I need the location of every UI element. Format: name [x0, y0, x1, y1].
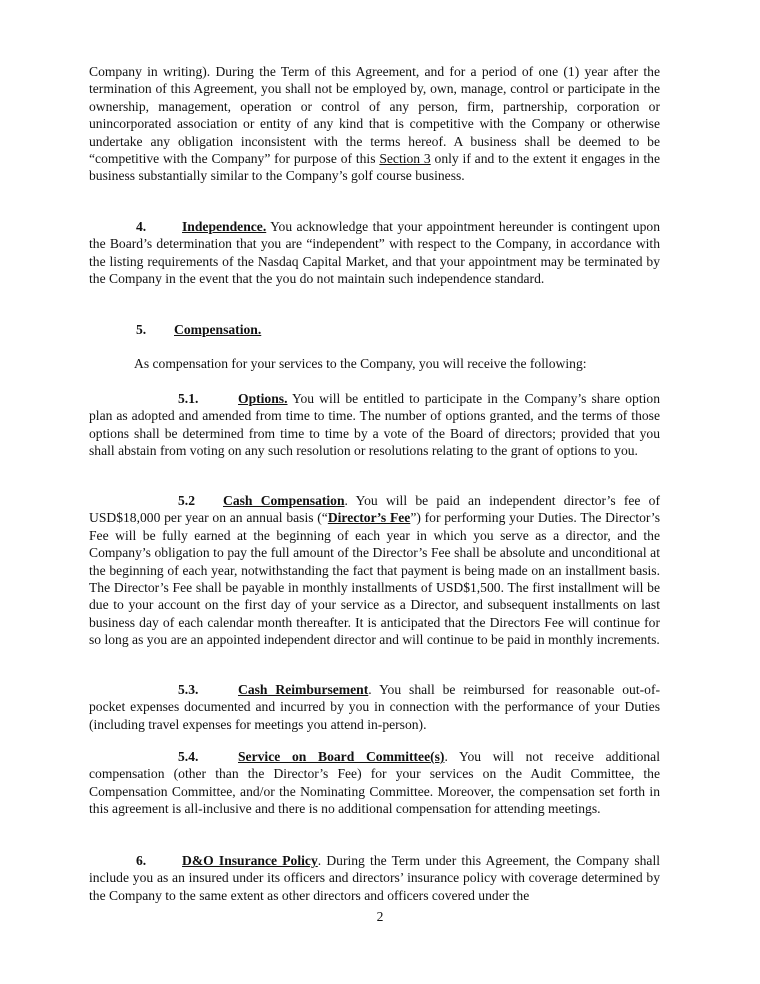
section-6-text: . During the Term under this Agreement, the Company shall include you as an insured under its officers and directors’ insurance policy with coverage determined by the Company to the same extent as other directors and officers covered under the — [89, 853, 660, 903]
section-5-1-number: 5.1. — [178, 391, 199, 406]
section-5-4-heading: Service on Board Committee(s) — [238, 749, 445, 764]
section-5-3-text: . You shall be reimbursed for reasonable out-of-pocket expenses documented and incurred by you in connection with the performance of your Duties (including travel expenses for meetings you attend in-person). — [89, 682, 660, 732]
compensation-intro: As compensation for your services to the Company, you will receive the following: — [134, 356, 587, 371]
section-5-2-number: 5.2 — [178, 493, 195, 508]
continuation-text: Company in writing). During the Term of this Agreement, and for a period of one (1) year after the termination of this Agreement, you shall not be employed by, own, manage, control or participate in the ownership, management, operation or control of any person, firm, partnership, corporation or unincorporated association or entity of any kind that is competitive with the Company or otherwise undertake any obligation inconsistent with the terms hereof. A business shall be deemed to be “competitive with the Company” for purpose of this — [89, 64, 660, 167]
section-5-2-text: . You will be paid an independent director’s fee of USD$18,000 per year on an annual basis (“ — [89, 493, 661, 526]
section-5-4-text: . You will not receive additional compensation (other than the Director’s Fee) for your services on the Audit Committee, the Compensation Committee, and/or the Nominating Committee. Moreover, the compensation set forth in this agreement is all-inclusive and there is no additional compensation for attending meetings. — [89, 749, 660, 817]
section-6-paragraph — [89, 852, 660, 904]
section-5-2-heading: Cash Compensation — [223, 493, 345, 508]
section-5-4-number: 5.4. — [178, 749, 199, 764]
page-number: 2 — [376, 909, 384, 924]
section-5-heading-line — [89, 321, 660, 338]
section-5-3-paragraph — [89, 681, 660, 733]
section-4-number: 4. — [136, 219, 147, 234]
continuation-paragraph — [89, 63, 660, 185]
section-5-3-number: 5.3. — [178, 682, 199, 697]
section-5-3-heading: Cash Reimbursement — [238, 682, 369, 697]
section-reference: Section 3 — [379, 151, 431, 167]
section-5-number: 5. — [136, 322, 147, 337]
directors-fee-defined-term: Director’s Fee — [327, 510, 411, 526]
section-5-1-text: You will be entitled to participate in the Company’s share option plan as adopted and amended from time to time. The number of options granted, and the terms of those options shall be determined from time to time by a vote of the Board of directors; provided that you shall abstain from voting on any such resolution or resolutions relating to the grant of options to you. — [89, 391, 660, 459]
section-5-4-paragraph — [89, 748, 660, 818]
section-6-number: 6. — [136, 853, 147, 868]
section-5-2-text-cont: ”) for performing your Duties. The Director’s Fee will be fully earned at the beginning of each year in which you serve as a director, and the Company’s obligation to pay the full amount of the Director’s Fee shall be absolute and unconditional at the beginning of each year, notwithstanding the fact that payment is being made on an installment basis. The Director’s Fee shall be payable in monthly installments of USD$1,500. The first installment will be due to your account on the first day of your service as a Director, and subsequent installments on last business day of each calendar month thereafter. It is anticipated that the Directors Fee will continue for so long as you are an appointed independent director and will continue to be paid in monthly increments. — [89, 510, 660, 648]
section-5-heading: Compensation. — [174, 322, 262, 337]
section-5-1-heading: Options. — [238, 391, 288, 406]
section-6-heading: D&O Insurance Policy — [182, 853, 318, 868]
section-4-paragraph — [89, 218, 660, 288]
continuation-text-end: only if and to the extent it engages in the business substantially similar to the Company’s golf course business. — [89, 151, 660, 184]
section-5-1-paragraph — [89, 390, 660, 460]
section-4-text: You acknowledge that your appointment hereunder is contingent upon the Board’s determination that you are “independent” with respect to the Company, in accordance with the listing requirements of the Nasdaq Capital Market, and that your appointment may be terminated by the Company in the event that the you do not maintain such independence standard. — [89, 219, 660, 287]
section-4-heading: Independence. — [182, 219, 267, 234]
section-5-2-paragraph — [89, 492, 660, 649]
